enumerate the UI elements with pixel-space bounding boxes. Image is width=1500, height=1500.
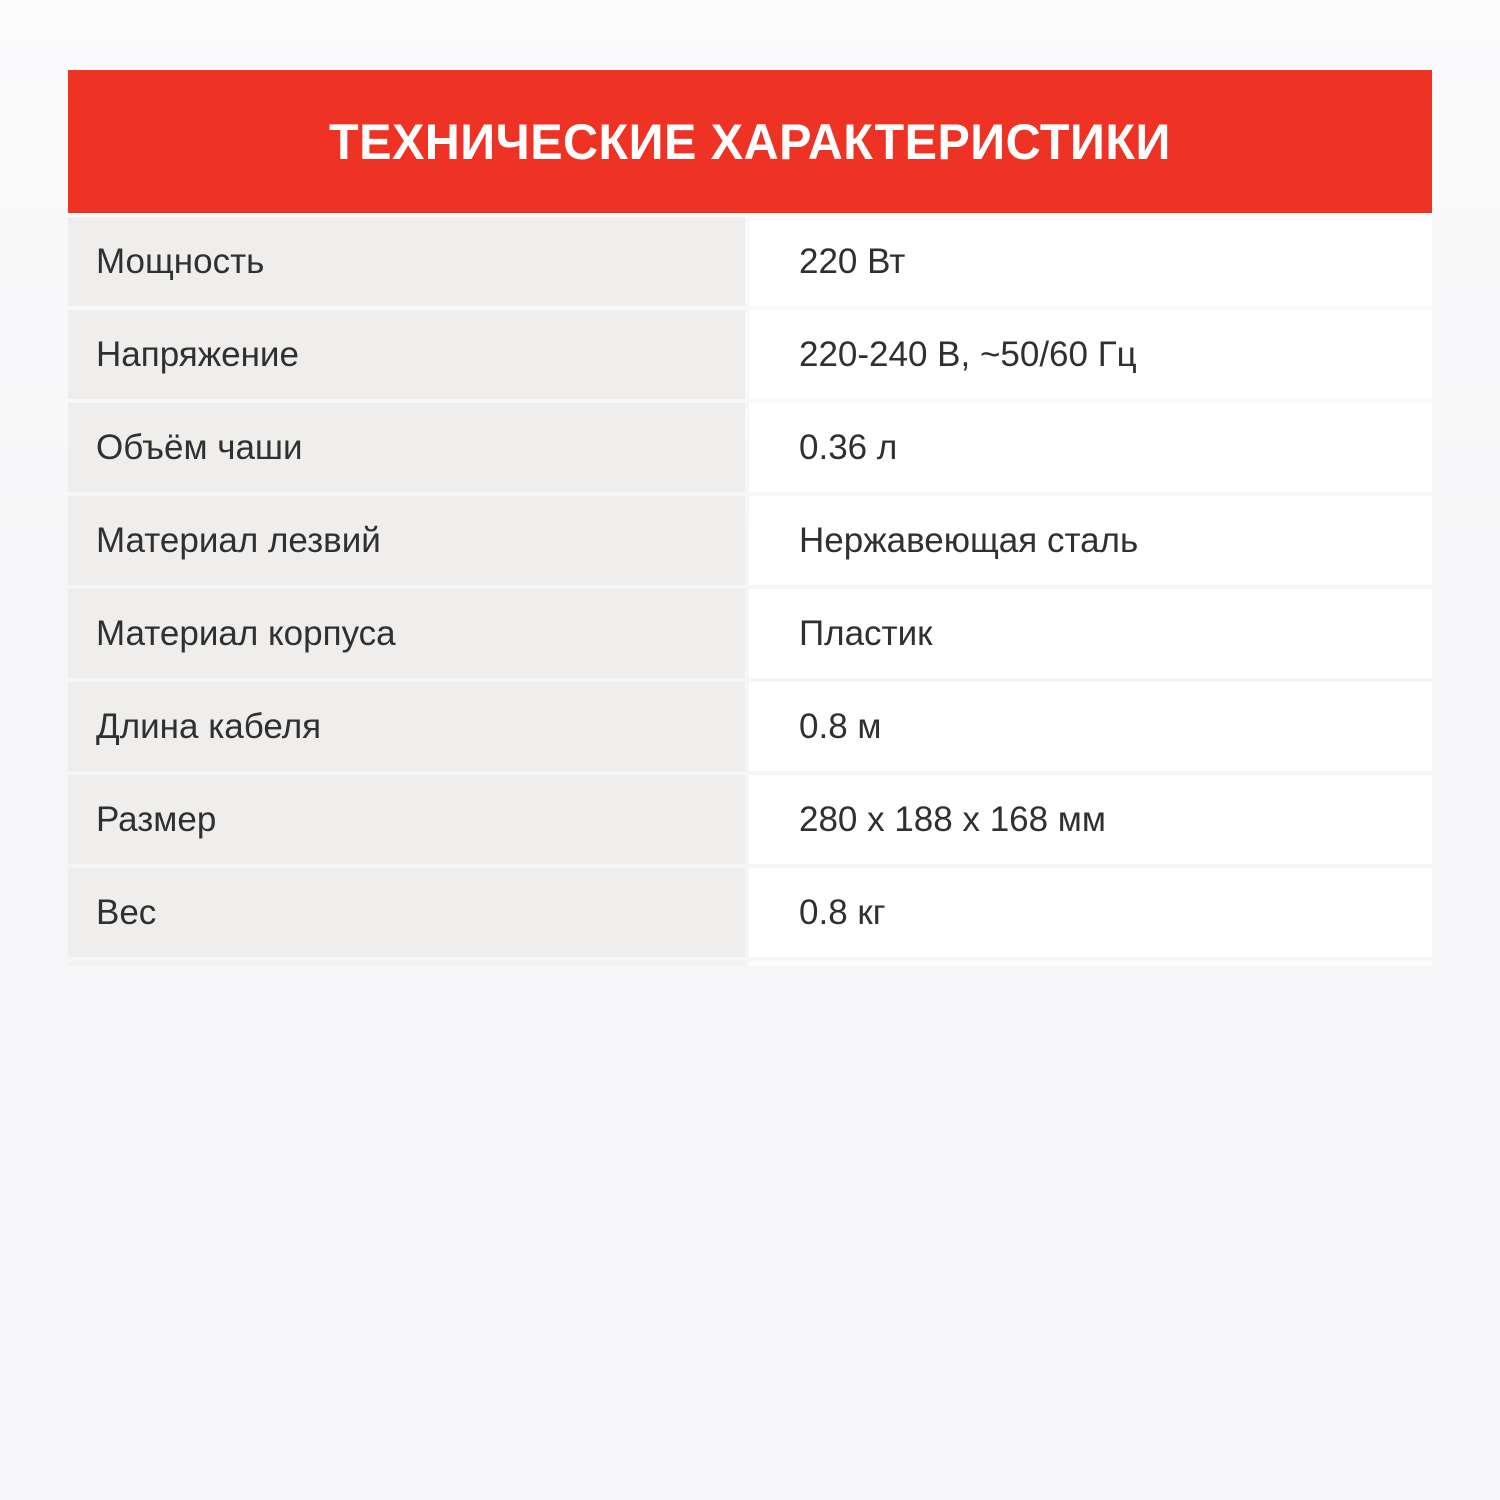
spec-rows (68, 217, 1432, 957)
table-row (68, 496, 1432, 585)
spec-card (68, 70, 1432, 966)
spec-label: Материал лезвий (96, 521, 381, 560)
spec-value: 0.8 кг (799, 893, 886, 932)
spec-label: Материал корпуса (96, 614, 396, 653)
spec-label-cell (68, 682, 745, 771)
partial-label-cell (68, 961, 745, 966)
table-row (68, 589, 1432, 678)
spec-value: 220-240 В, ~50/60 Гц (799, 335, 1137, 374)
partial-value-cell (749, 961, 1432, 966)
spec-label-cell (68, 403, 745, 492)
spec-label-cell (68, 868, 745, 957)
table-row (68, 310, 1432, 399)
spec-value: 0.8 м (799, 707, 882, 746)
spec-label: Мощность (96, 242, 265, 281)
table-row (68, 403, 1432, 492)
spec-label-cell (68, 775, 745, 864)
table-row (68, 217, 1432, 306)
spec-value-cell (749, 868, 1432, 957)
spec-label-cell (68, 496, 745, 585)
table-row (68, 682, 1432, 771)
spec-label: Вес (96, 893, 157, 932)
spec-label: Длина кабеля (96, 707, 322, 746)
spec-value-cell (749, 496, 1432, 585)
spec-table-header (68, 70, 1432, 213)
spec-label-cell (68, 310, 745, 399)
spec-value-cell (749, 403, 1432, 492)
spec-value-cell (749, 589, 1432, 678)
spec-value-cell (749, 310, 1432, 399)
table-row (68, 775, 1432, 864)
spec-value: 280 x 188 x 168 мм (799, 800, 1106, 839)
spec-label: Объём чаши (96, 428, 303, 467)
table-row (68, 868, 1432, 957)
spec-table-title: ТЕХНИЧЕСКИЕ ХАРАКТЕРИСТИКИ (329, 113, 1171, 170)
spec-value-cell (749, 682, 1432, 771)
spec-value: 220 Вт (799, 242, 906, 281)
spec-value-cell (749, 775, 1432, 864)
spec-label: Размер (96, 800, 217, 839)
spec-value-cell (749, 217, 1432, 306)
spec-label-cell (68, 589, 745, 678)
spec-label: Напряжение (96, 335, 299, 374)
partial-row-cropped (68, 961, 1432, 966)
spec-value: 0.36 л (799, 428, 898, 467)
spec-label-cell (68, 217, 745, 306)
spec-value: Нержавеющая сталь (799, 521, 1139, 560)
spec-value: Пластик (799, 614, 933, 653)
